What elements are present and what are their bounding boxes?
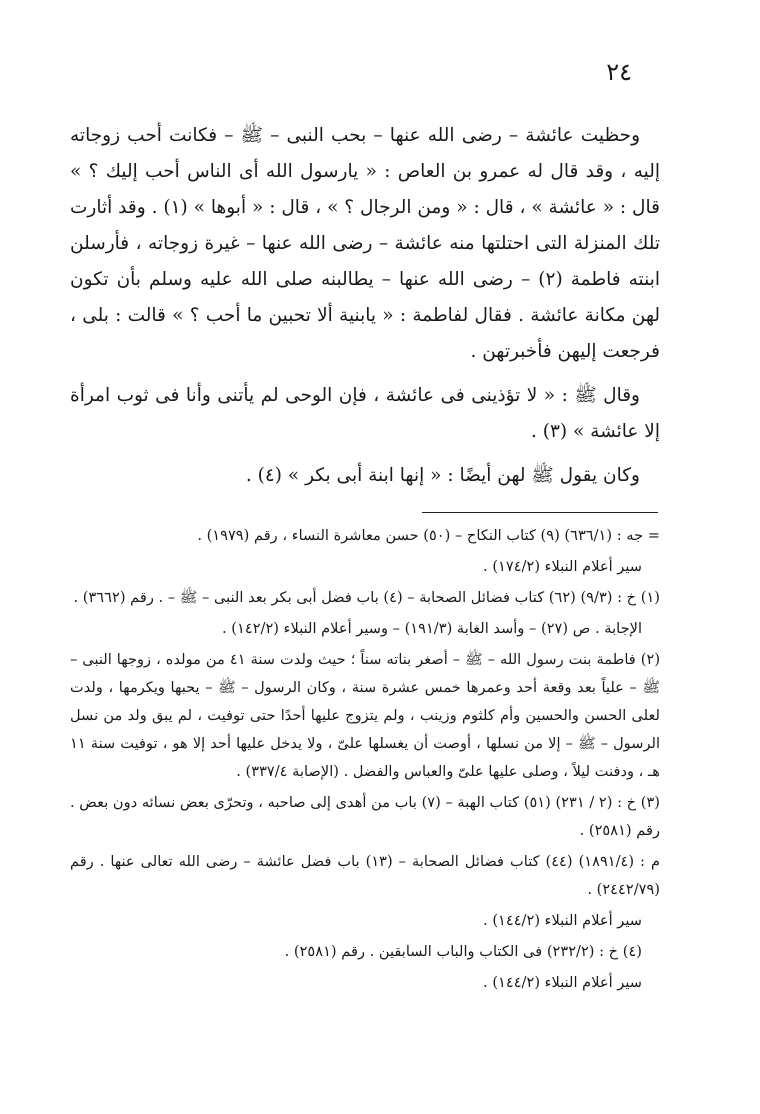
footnotes	[70, 522, 660, 1000]
footnote: الإجابة . ص (٢٧) – وأسد الغابة (١٩١/٣) – وسير أعلام النبلاء (١٤٢/٢) .	[222, 620, 642, 637]
page-number: ٢٤	[606, 58, 632, 86]
footnote-divider	[422, 512, 658, 513]
paragraph: وحظيت عائشة – رضى الله عنها – بحب النبى – ﷺ – فكانت أحب زوجاته إليه ، وقد قال له عمرو بن العاص : « يارسول الله أى الناس أحب إليك ؟ » قال : « عائشة » ، قال : « ومن الرجال ؟ » ، قال : « أبوها » (١) . وقد أثارت تلك المنزلة التى احتلتها منه عائشة – رضى الله عنها – غيرة زوجاته ، فأرسلن ابنته فاطمة (٢) – رضى الله عنها – يطالبنه صلى الله عليه وسلم بأن تكون لهن مكانة عائشة . فقال لفاطمة : « يابنية ألا تحبين ما أحب ؟ » قالت : بلى ، فرجعت إليهن فأخبرتهن .	[70, 125, 661, 362]
footnote: = جه : (٦٣٦/١) (٩) كتاب النكاح – (٥٠) حسن معاشرة النساء ، رقم (١٩٧٩) .	[197, 527, 660, 544]
footnote: (٣) خ : (٢ / ٢٣١) (٥١) كتاب الهبة – (٧) باب من أهدى إلى صاحبه ، وتحرّى بعض نسائه دون بعض . رقم (٢٥٨١) .	[70, 794, 660, 839]
main-text	[70, 118, 660, 502]
footnote: (١) خ : (٩/٣) (٦٢) كتاب فضائل الصحابة – (٤) باب فضل أبى بكر بعد النبى – ﷺ – . رقم (٣٦٦٢) .	[73, 589, 660, 606]
footnote: سير أعلام النبلاء (١٧٤/٢) .	[483, 558, 642, 575]
footnote: م : (١٨٩١/٤) (٤٤) كتاب فضائل الصحابة – (١٣) باب فضل عائشة – رضى الله تعالى عنها . رقم (٢٤٤٢/٧٩) .	[70, 853, 660, 898]
footnote: (٢) فاطمة بنت رسول الله – ﷺ – أصغر بناته سناً ؛ حيث ولدت سنة ٤١ من مولده ، زوجها النبى – ﷺ – علياً بعد وقعة أحد وعمرها خمس عشرة سنة ، وكان الرسول – ﷺ – يحبها ويكرمها ، ولدت لعلى الحسن والحسين وأم كلثوم وزينب ، ولم يتزوج عليها أحدًا حتى توفيت ، لم يبق ولد من نسل الرسول – ﷺ – إلا من نسلها ، أوصت أن يغسلها علىّ ، ولا يدخل عليها أحد إلا هو ، توفيت سنة ١١ هـ ، ودفنت ليلاً ، وصلى عليها علىّ والعباس والفضل . (الإصابة ٣٣٧/٤) .	[70, 651, 661, 780]
footnote: سير أعلام النبلاء (١٤٤/٢) .	[483, 974, 642, 991]
paragraph: وكان يقول ﷺ لهن أيضًا : « إنها ابنة أبى بكر » (٤) .	[245, 465, 640, 486]
footnote: (٤) خ : (٢٣٢/٢) فى الكتاب والباب السابقين . رقم (٢٥٨١) .	[284, 943, 642, 960]
paragraph: وقال ﷺ : « لا تؤذينى فى عائشة ، فإن الوحى لم يأتنى وأنا فى ثوب امرأة إلا عائشة » (٣) .	[70, 385, 660, 442]
footnote: سير أعلام النبلاء (١٤٤/٢) .	[483, 912, 642, 929]
